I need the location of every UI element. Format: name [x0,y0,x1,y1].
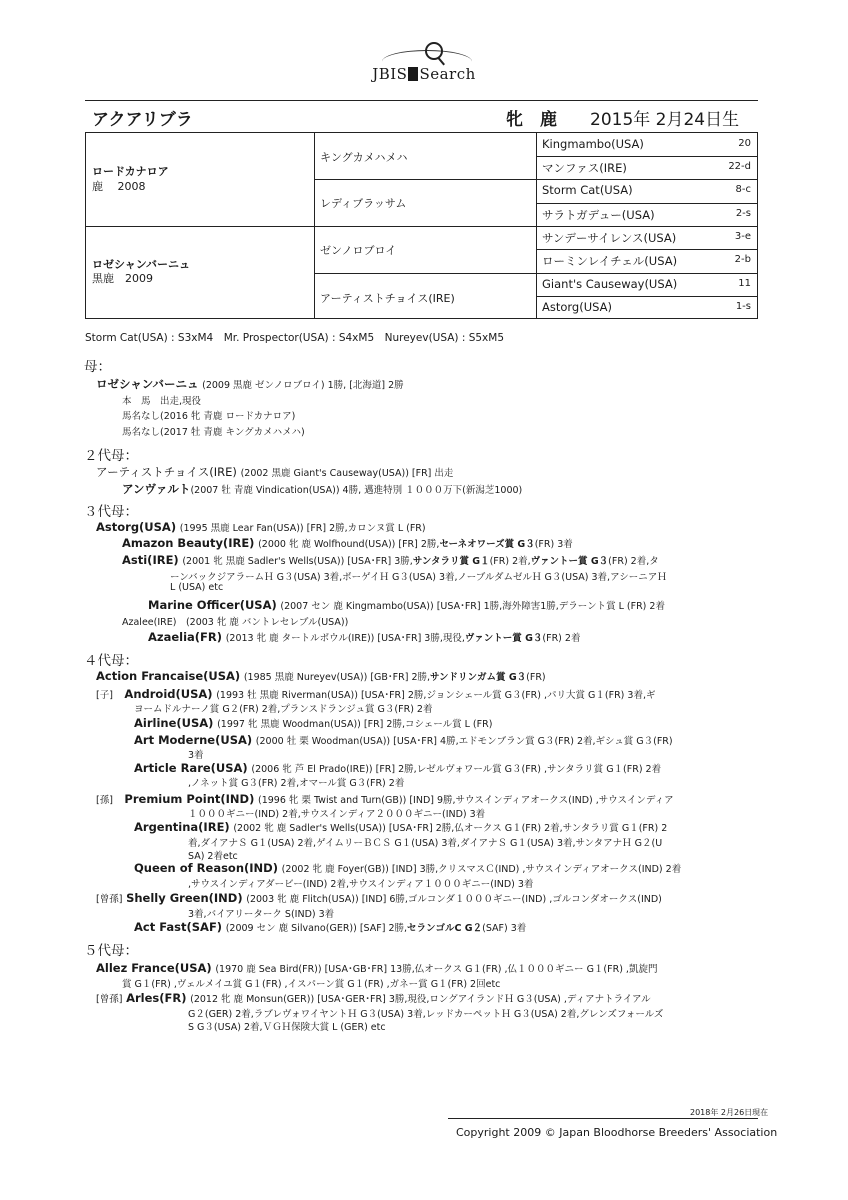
progeny-1: 本 馬 出走,現役 [122,396,202,407]
logo-text-left: JBIS [372,65,408,83]
fourth-dam-grand-1: [孫] Premium Point(IND) (1996 牝 栗 Twist and Turn(GB)) [IND] 9勝,サウスインディアオークス(IND) ,サウスインディア [96,792,674,806]
third-dam-progeny-3: Marine Officer(USA) (2007 セン 鹿 Kingmambo(USA)) [USA･FR] 1勝,海外障害1勝,デラーント賞 L (FR) 2着 [148,598,665,612]
progeny-2: 馬名なし(2016 牝 青鹿 ロードカナロア) [122,411,296,422]
fourth-dam-great-grand-1: [曾孫] Shelly Green(IND) (2003 牝 鹿 Flitch(USA)) [IND] 6勝,ゴルコンダ１０００ギニー(IND) ,ゴルコンダオークス(IND) [96,891,662,905]
fourth-dam-progeny-4-cont: ,ノネット賞 G３(FR) 2着,オマール賞 G３(FR) 2着 [188,778,405,789]
second-dam-record: (2002 黒鹿 Giant's Causeway(USA)) [FR] 出走 [240,468,454,479]
second-dam-name: アーティストチョイス(IRE) [96,465,237,479]
third-dam-record: (1995 黒鹿 Lear Fan(USA)) [FR] 2勝,カロンヌ賞 L (FR) [179,523,426,534]
third-dam-progeny-2: Asti(IRE) (2001 牝 黒鹿 Sadler's Wells(USA)) [USA･FR] 3勝,サンタラリ賞 G１(FR) 2着,ヴァントー賞 G３(FR) 2着,タ [122,553,659,567]
section-2nd-dam: ２代母： [84,448,138,464]
third-dam-progeny-2-cont: ーンバックジアラームＨ G３(USA) 3着,ボーゲイＨ G３(USA) 3着,ノーブルダムゼルＨ G３(USA) 3着,アシーニアＨ [170,572,667,583]
g3-3-num: 8-c [735,184,751,195]
sex-color: 牝 鹿 [506,110,557,130]
third-dam-progeny-1: Amazon Beauty(IRE) (2000 牝 鹿 Wolfhound(USA)) [FR] 2勝,セーネオワーズ賞 G３(FR) 3着 [122,536,573,550]
g3-6-num: 2-b [734,254,751,265]
third-dam-progeny-4: Azalee(IRE) (2003 牝 鹿 バントレセレブル(USA)) [122,617,349,628]
third-dam-line [96,520,426,534]
second-dam-line [96,464,453,480]
fourth-dam-great-grand-1-cont: 3着,バイアリーターク S(IND) 3着 [188,909,335,920]
fourth-dam-grand-2: Argentina(IRE) (2002 牝 鹿 Sadler's Wells(USA)) [USA･FR] 2勝,仏オークス G１(FR) 2着,サンタラリ賞 G１(FR) 2 [134,820,668,834]
g3-2: マンファス(IRE) [542,161,627,175]
dam-name: ロゼシャンバーニュ [92,258,191,271]
horse-name: アクアリブラ [92,110,193,130]
progeny-3: 馬名なし(2017 牡 青鹿 キングカメハメハ) [122,427,305,438]
dam-info: 黒鹿 2009 [92,272,153,285]
fourth-dam-line: Action Francaise(USA) (1985 黒鹿 Nureyev(USA)) [GB･FR] 2勝,サンドリンガム賞 G３(FR) [96,669,546,683]
fourth-dam-great-grand-2: Act Fast(SAF) (2009 セン 鹿 Silvano(GER)) [SAF] 2勝,セランゴルC G２(SAF) 3着 [134,920,527,934]
fourth-dam-grand-1-cont: １０００ギニー(IND) 2着,サウスインディア２０００ギニー(IND) 3着 [188,809,486,820]
g3-1-num: 20 [738,138,751,149]
fourth-dam-progeny-4: Article Rare(USA) (2006 牝 芦 El Prado(IRE)) [FR] 2勝,レゼルヴォワール賞 G３(FR) ,サンタラリ賞 G１(FR) 2着 [134,761,662,775]
third-dam-progeny-5: Azaelia(FR) (2013 牝 鹿 タートルボウル(IRE)) [USA･FR] 3勝,現役,ヴァントー賞 G３(FR) 2着 [148,630,581,644]
logo-text-right: Search [419,65,476,83]
g3-4: サラトガデュー(USA) [542,208,655,222]
fifth-dam-great-grand-cont2: S G３(USA) 2着,ＶＧＨ保険大賞 L (GER) etc [188,1022,386,1033]
dam-dam: アーティストチョイス(IRE) [320,292,455,305]
as-of-date: 2018年 2月26日現在 [690,1108,769,1117]
dam-line-name: ロゼシャンバーニュ [96,377,199,391]
section-dam: 母： [84,359,111,375]
fourth-dam-grand-3-cont: ,サウスインディアダービー(IND) 2着,サウスインディア１０００ギニー(IND) 3着 [188,879,534,890]
sire-dam: レディブラッサム [320,197,407,210]
fourth-dam-grand-3: Queen of Reason(IND) (2002 牝 鹿 Foyer(GB)) [IND] 3勝,クリスマスＣ(IND) ,サウスインディアオークス(IND) 2着 [134,861,682,875]
g3-7: Giant's Causeway(USA) [542,277,678,291]
section-5th-dam: ５代母： [84,943,138,959]
g3-8-num: 1-s [735,301,751,312]
fourth-dam-progeny-1-cont: ヨームドルナーノ賞 G２(FR) 2着,プランスドランジュ賞 G３(FR) 2着 [134,704,433,715]
fifth-dam-line: Allez France(USA) (1970 鹿 Sea Bird(FR)) [USA･GB･FR] 13勝,仏オークス G１(FR) ,仏１０００ギニー G１(FR) ,凱旋門 [96,961,658,975]
g3-5-num: 3-e [734,231,751,242]
pedigree-table [85,132,758,319]
fourth-dam-progeny-2: Airline(USA) (1997 牝 黒鹿 Woodman(USA)) [FR] 2勝,コシェール賞 L (FR) [134,716,493,730]
fifth-dam-great-grand: [曾孫] Arles(FR) (2012 牝 鹿 Monsun(GER)) [USA･GER･FR] 3勝,現役,ロングアイランドＨ G３(USA) ,ディアナトライアル [96,991,651,1005]
g3-3: Storm Cat(USA) [542,183,633,197]
dam-line [96,376,404,392]
fourth-dam-progeny-3-cont: 3着 [188,750,204,761]
fourth-dam-grand-2-cont2: SA) 2着etc [188,851,238,862]
fourth-dam-progeny-3: Art Moderne(USA) (2000 牡 栗 Woodman(USA)) [USA･FR] 4勝,エドモンブラン賞 G３(FR) 2着,ギシュ賞 G３(FR) [134,733,673,747]
second-dam-progeny [122,481,522,497]
dam-line-record: (2009 黒鹿 ゼンノロブロイ) 1勝, [北海道] 2勝 [202,380,404,391]
third-dam-progeny-2-cont2: L (USA) etc [170,582,224,593]
section-4th-dam: ４代母： [84,653,138,669]
second-dam-progeny-record: (2007 牡 青鹿 Vindication(USA)) 4勝, 邁進特別 １０００万下(新潟芝1000) [190,485,523,496]
fifth-dam-great-grand-cont: G２(GER) 2着,ラブレヴォワイヤントＨ G３(USA) 3着,レッドカーペットＨ G３(USA) 2着,グレンズフォールズ [188,1009,664,1020]
inbreeding-line: Storm Cat(USA) : S3xM4 Mr. Prospector(USA) : S4xM5 Nureyev(USA) : S5xM5 [85,332,505,344]
header-top-rule [85,100,758,101]
section-3rd-dam: ３代母： [84,504,138,520]
copyright: Copyright 2009 © Japan Bloodhorse Breeders' Association [456,1126,778,1139]
footer-rule [448,1118,758,1119]
magnifier-icon [425,42,443,60]
g3-2-num: 22-d [728,161,751,172]
g3-4-num: 2-s [735,208,751,219]
fourth-dam-grand-2-cont: 着,ダイアナＳ G１(USA) 2着,ゲイムリーＢＣＳ G１(USA) 3着,ダイアナＳ G１(USA) 3着,サンタアナＨ G２(U [188,838,663,849]
dam-sire: ゼンノロブロイ [320,244,397,257]
birth-date: 2015年 2月24日生 [590,110,740,130]
third-dam-name: Astorg(USA) [96,520,177,534]
g3-1: Kingmambo(USA) [542,137,644,151]
sire-sire: キングカメハメハ [320,151,408,164]
jbis-search-logo [0,42,848,88]
logo-box-icon [408,67,418,81]
sire-info: 鹿 2008 [92,180,146,193]
g3-8: Astorg(USA) [542,300,612,314]
fourth-dam-progeny-1: [子] Android(USA) (1993 牡 黒鹿 Riverman(USA)) [USA･FR] 2勝,ジョンシェール賞 G３(FR) ,パリ大賞 G１(FR) 3着,ギ [96,687,656,701]
g3-6: ローミンレイチェル(USA) [542,254,678,268]
sire-name: ロードカナロア [92,165,169,178]
fifth-dam-line-cont: 賞 G１(FR) ,ヴェルメイユ賞 G１(FR) ,イスパーン賞 G１(FR) ,ガネー賞 G１(FR) 2回etc [122,979,501,990]
g3-7-num: 11 [738,278,751,289]
g3-5: サンデーサイレンス(USA) [542,231,677,245]
second-dam-progeny-name: アンヴァルト [122,482,191,496]
